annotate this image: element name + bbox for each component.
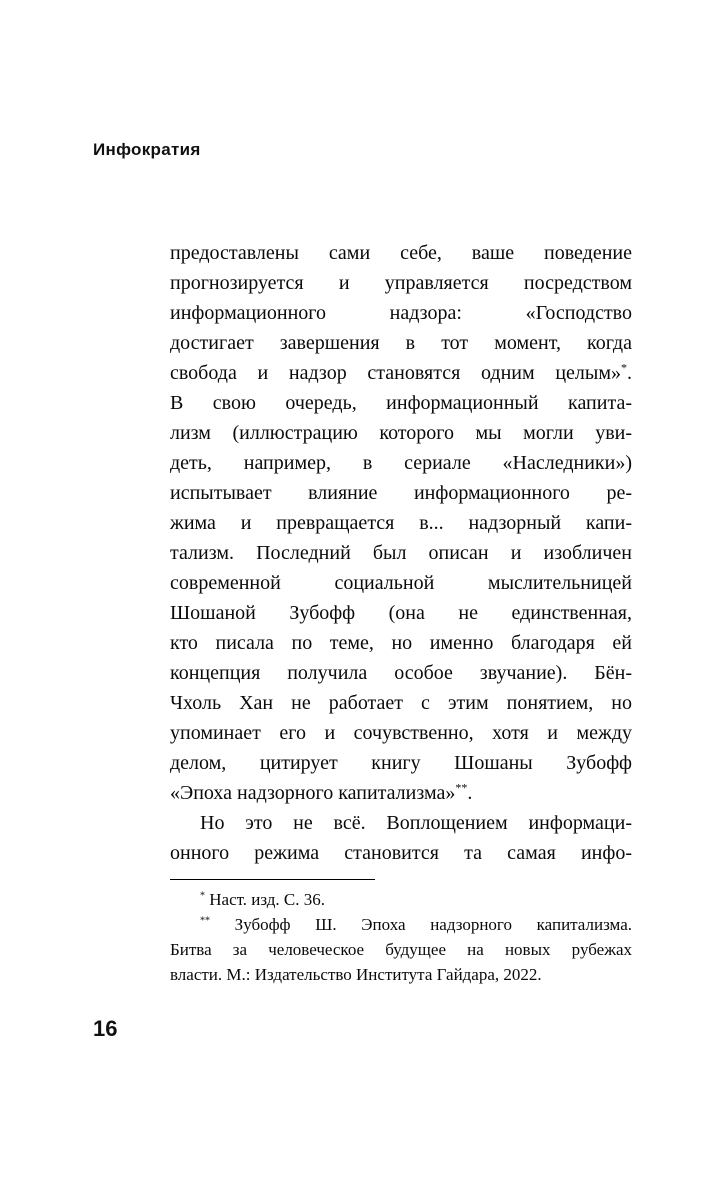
body-line: Но это не всё. Воплощением информаци- (200, 812, 632, 834)
body-line: свобода и надзор становятся одним целым»*. (170, 360, 632, 384)
body-line: Чхоль Хан не работает с этим понятием, но (170, 692, 632, 714)
body-line: достигает завершения в тот момент, когда (170, 332, 632, 354)
text-block (170, 238, 632, 987)
paragraph-1 (170, 238, 632, 808)
body-line: кто писала по теме, но именно благодаря ей (170, 632, 632, 654)
body-line: прогнозируется и управляется посредством (170, 272, 632, 294)
body-line: информационного надзора: «Господство (170, 302, 632, 324)
paragraph-2 (170, 808, 632, 868)
body-line: онного режима становится та самая инфо- (170, 842, 632, 864)
body-line: предоставлены сами себе, ваше поведение (170, 242, 632, 264)
footnote-line: Битва за человеческое будущее на новых рубежах (170, 940, 632, 959)
footnote-line: власти. М.: Издательство Института Гайдара, 2022. (170, 965, 542, 984)
footnote-line: * Наст. изд. С. 36. (200, 890, 326, 909)
body-line: лизм (иллюстрацию которого мы могли уви- (170, 422, 632, 444)
body-line: концепция получила особое звучание). Бён- (170, 662, 632, 684)
body-line: современной социальной мыслительницей (170, 572, 632, 594)
running-header: Инфократия (93, 140, 201, 159)
footnotes (170, 887, 632, 987)
body-line: упоминает его и сочувственно, хотя и между (170, 722, 632, 744)
footnote-rule (170, 879, 375, 880)
body-line: испытывает влияние информационного ре- (170, 482, 632, 504)
body-line: «Эпоха надзорного капитализма»**. (170, 780, 473, 804)
body-line: деть, например, в сериале «Наследники») (170, 452, 632, 474)
footnote-line: ** Зубофф Ш. Эпоха надзорного капитализма. (200, 915, 632, 934)
page-number: 16 (93, 1016, 118, 1041)
body-line: В свою очередь, информационный капита- (170, 392, 632, 414)
body-line: жима и превращается в... надзорный капи- (170, 512, 632, 534)
body-line: делом, цитирует книгу Шошаны Зубофф (170, 752, 632, 774)
body-line: тализм. Последний был описан и изобличен (170, 542, 632, 564)
body-line: Шошаной Зубофф (она не единственная, (170, 602, 632, 624)
